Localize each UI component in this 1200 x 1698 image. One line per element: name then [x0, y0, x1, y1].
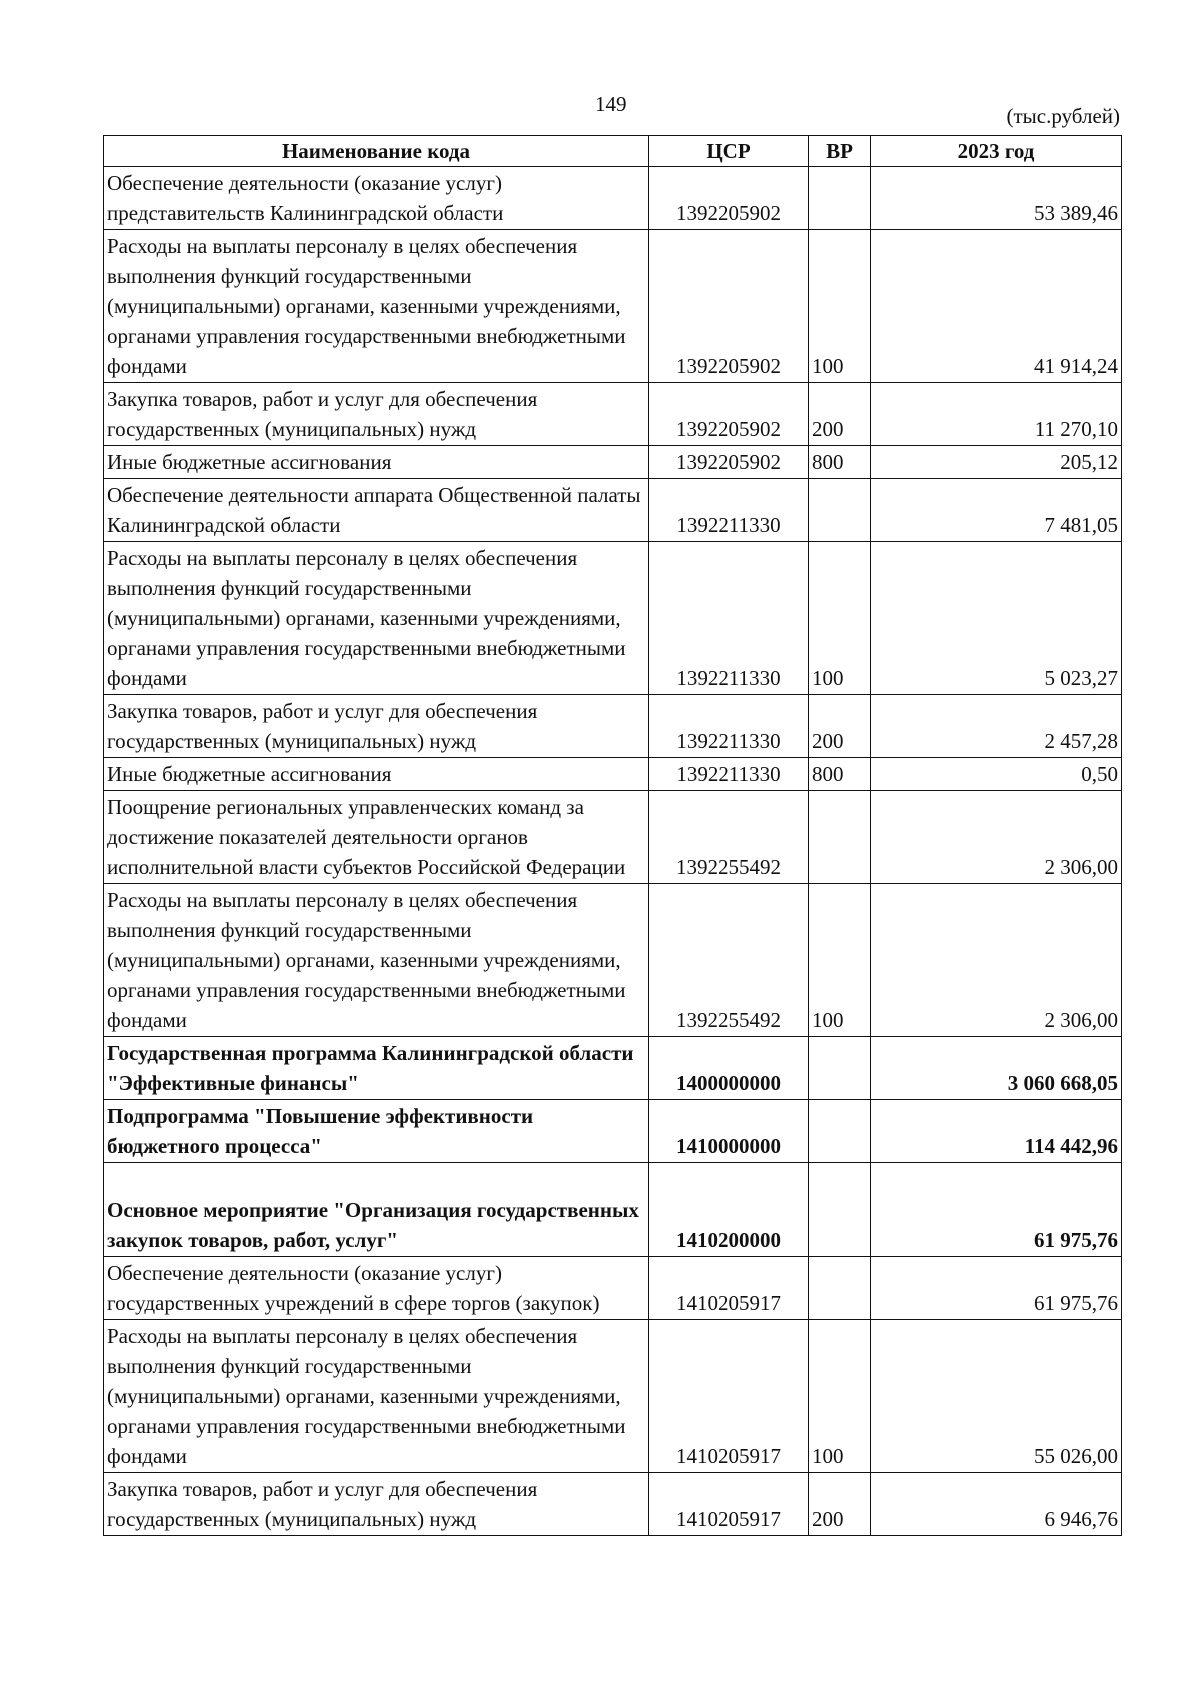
row-name: Обеспечение деятельности (оказание услуг) представительств Калининградской области	[104, 167, 649, 230]
row-vr: 100	[809, 542, 871, 695]
row-amount: 0,50	[871, 758, 1122, 791]
row-vr	[809, 1100, 871, 1163]
table-row	[104, 884, 1122, 1037]
row-csr: 1410205917	[649, 1320, 809, 1473]
table-row	[104, 1257, 1122, 1320]
row-csr: 1392205902	[649, 230, 809, 383]
row-name: Расходы на выплаты персоналу в целях обеспечения выполнения функций государственными (муниципальными) органами, казенными учреждениями, органами управления государственными внебюджетными фондами	[104, 1320, 649, 1473]
row-csr: 1392255492	[649, 884, 809, 1037]
row-amount: 5 023,27	[871, 542, 1122, 695]
row-name: Иные бюджетные ассигнования	[104, 758, 649, 791]
header-name: Наименование кода	[104, 136, 649, 167]
row-vr: 100	[809, 884, 871, 1037]
row-amount: 114 442,96	[871, 1100, 1122, 1163]
row-vr: 100	[809, 1320, 871, 1473]
row-amount: 205,12	[871, 446, 1122, 479]
row-csr: 1392211330	[649, 758, 809, 791]
row-amount: 6 946,76	[871, 1473, 1122, 1536]
row-name: Закупка товаров, работ и услуг для обеспечения государственных (муниципальных) нужд	[104, 383, 649, 446]
row-vr: 800	[809, 758, 871, 791]
row-vr	[809, 1257, 871, 1320]
budget-table	[103, 135, 1122, 1536]
row-name: Расходы на выплаты персоналу в целях обеспечения выполнения функций государственными (муниципальными) органами, казенными учреждениями, органами управления государственными внебюджетными фондами	[104, 230, 649, 383]
header-vr: ВР	[809, 136, 871, 167]
row-csr: 1392205902	[649, 383, 809, 446]
row-amount: 2 457,28	[871, 695, 1122, 758]
row-vr: 200	[809, 383, 871, 446]
table-row	[104, 167, 1122, 230]
row-csr: 1392205902	[649, 167, 809, 230]
table-header-row	[104, 136, 1122, 167]
row-amount: 2 306,00	[871, 884, 1122, 1037]
row-csr: 1410205917	[649, 1473, 809, 1536]
row-name: Расходы на выплаты персоналу в целях обеспечения выполнения функций государственными (муниципальными) органами, казенными учреждениями, органами управления государственными внебюджетными фондами	[104, 542, 649, 695]
table-row	[104, 758, 1122, 791]
table-row	[104, 1473, 1122, 1536]
table-row	[104, 1320, 1122, 1473]
row-csr: 1410205917	[649, 1257, 809, 1320]
row-csr: 1392211330	[649, 695, 809, 758]
row-csr: 1410200000	[649, 1163, 809, 1257]
row-amount: 55 026,00	[871, 1320, 1122, 1473]
row-csr: 1410000000	[649, 1100, 809, 1163]
table-row-program	[104, 1037, 1122, 1100]
row-amount: 61 975,76	[871, 1257, 1122, 1320]
row-amount: 7 481,05	[871, 479, 1122, 542]
row-vr	[809, 1163, 871, 1257]
table-row	[104, 791, 1122, 884]
table-row	[104, 383, 1122, 446]
row-name: Закупка товаров, работ и услуг для обеспечения государственных (муниципальных) нужд	[104, 1473, 649, 1536]
units-label: (тыс.рублей)	[1006, 104, 1120, 128]
row-amount: 2 306,00	[871, 791, 1122, 884]
row-name: Обеспечение деятельности (оказание услуг) государственных учреждений в сфере торгов (закупок)	[104, 1257, 649, 1320]
table-row	[104, 446, 1122, 479]
row-amount: 41 914,24	[871, 230, 1122, 383]
row-csr: 1392211330	[649, 542, 809, 695]
row-amount: 11 270,10	[871, 383, 1122, 446]
table-row-main-activity	[104, 1163, 1122, 1257]
row-name: Расходы на выплаты персоналу в целях обеспечения выполнения функций государственными (муниципальными) органами, казенными учреждениями, органами управления государственными внебюджетными фондами	[104, 884, 649, 1037]
row-vr: 800	[809, 446, 871, 479]
row-csr: 1392211330	[649, 479, 809, 542]
row-vr: 200	[809, 1473, 871, 1536]
row-name: Основное мероприятие "Организация государственных закупок товаров, работ, услуг"	[104, 1163, 649, 1257]
row-csr: 1392205902	[649, 446, 809, 479]
row-vr	[809, 167, 871, 230]
table-row	[104, 542, 1122, 695]
row-vr: 100	[809, 230, 871, 383]
row-name: Закупка товаров, работ и услуг для обеспечения государственных (муниципальных) нужд	[104, 695, 649, 758]
table-row-subprogram	[104, 1100, 1122, 1163]
row-name: Подпрограмма "Повышение эффективности бюджетного процесса"	[104, 1100, 649, 1163]
row-name: Государственная программа Калининградской области "Эффективные финансы"	[104, 1037, 649, 1100]
row-amount: 3 060 668,05	[871, 1037, 1122, 1100]
header-year: 2023 год	[871, 136, 1122, 167]
row-csr: 1400000000	[649, 1037, 809, 1100]
page-number: 149	[595, 92, 627, 116]
row-vr	[809, 1037, 871, 1100]
row-vr	[809, 791, 871, 884]
table-row	[104, 230, 1122, 383]
row-csr: 1392255492	[649, 791, 809, 884]
table-row	[104, 695, 1122, 758]
table-row	[104, 479, 1122, 542]
row-amount: 53 389,46	[871, 167, 1122, 230]
row-name: Обеспечение деятельности аппарата Общественной палаты Калининградской области	[104, 479, 649, 542]
row-vr	[809, 479, 871, 542]
row-name: Иные бюджетные ассигнования	[104, 446, 649, 479]
row-name: Поощрение региональных управленческих команд за достижение показателей деятельности органов исполнительной власти субъектов Российской Федерации	[104, 791, 649, 884]
row-vr: 200	[809, 695, 871, 758]
row-amount: 61 975,76	[871, 1163, 1122, 1257]
header-csr: ЦСР	[649, 136, 809, 167]
